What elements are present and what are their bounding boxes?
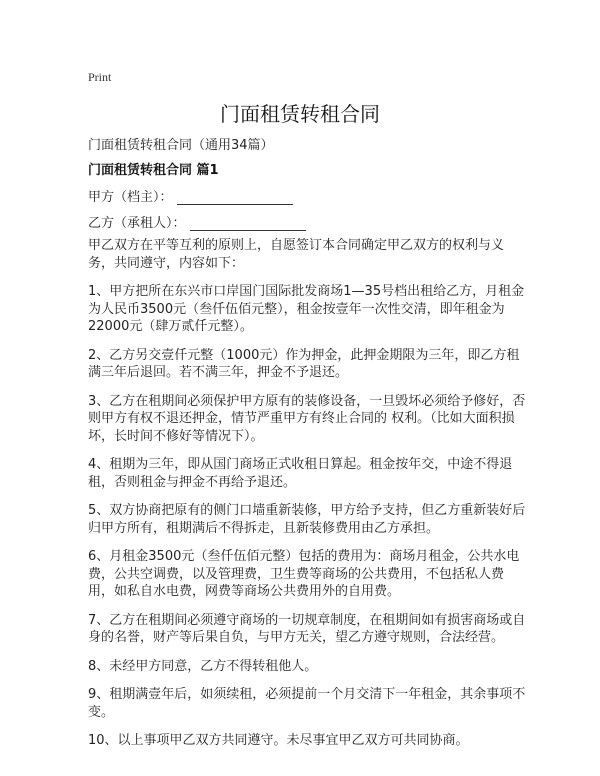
clause-3: 3、乙方在租期间必须保护甲方原有的装修设备，一旦毁坏必须给予修好，否则甲方有权不退还押金，情节严重甲方有终止合同的 权利。（比如大面积损坏，长时间不修好等情况下）。 <box>88 393 526 444</box>
section-heading: 门面租赁转租合同 篇1 <box>88 163 219 178</box>
party-a-field <box>88 186 293 205</box>
clause-6: 6、月租金3500元（叁仟伍佰元整）包括的费用为：商场月租金，公共水电费，公共空调费，以及管理费，卫生费等商场的公共费用，不包括私人费用，如私自水电费，网费等商场公共费用外的自用费。 <box>88 549 520 599</box>
clause-1: 1、甲方把所在东兴市口岸国门国际批发商场1—35号档出租给乙方，月租金为人民币3500元（叁仟伍佰元整），租金按壹年一次性交清，即年租金为22000元（肆万贰仟元整）。 <box>88 284 525 334</box>
clause-2: 2、乙方另交壹仟元整（1000元）作为押金，此押金期限为三年，即乙方租满三年后退回。若不满三年，押金不予退还。 <box>88 347 520 380</box>
party-b-field <box>88 212 306 231</box>
intro-paragraph: 甲乙双方在平等互利的原则上，自愿签订本合同确定甲乙双方的权利与义务，共同遵守，内容如下： <box>88 238 505 271</box>
party-b-blank <box>190 216 306 231</box>
clause-8: 8、未经甲方同意，乙方不得转租他人。 <box>88 658 318 674</box>
print-link[interactable]: Print <box>88 70 112 84</box>
document-subtitle: 门面租赁转租合同（通用34篇） <box>88 138 274 153</box>
clause-9: 9、租期满壹年后，如须续租，必须提前一个月交清下一年租金，其余事项不变。 <box>88 687 526 720</box>
clause-4: 4、租期为三年，即从国门商场正式收租日算起。租金按年交，中途不得退租，否则租金与押金不再给予退还。 <box>88 457 513 490</box>
clause-5: 5、双方协商把原有的侧门口墙重新装修，甲方给予支持，但乙方重新装好后归甲方所有，租期满后不得拆走，且新装修费用由乙方承担。 <box>88 503 526 536</box>
party-a-blank <box>177 190 293 205</box>
party-b-label: 乙方（承租人）： <box>88 216 186 231</box>
clause-10: 10、以上事项甲乙双方共同遵守。未尽事宜甲乙双方可共同协商。 <box>88 733 469 748</box>
contract-body <box>88 237 528 761</box>
clause-7: 7、乙方在租期间必须遵守商场的一切规章制度，在租期间如有损害商场或自身的名誉，财产等后果自负，与甲方无关，望乙方遵守规则，合法经营。 <box>88 612 526 645</box>
party-a-label: 甲方（档主）： <box>88 190 173 205</box>
document-title: 门面租赁转租合同 <box>220 102 380 126</box>
